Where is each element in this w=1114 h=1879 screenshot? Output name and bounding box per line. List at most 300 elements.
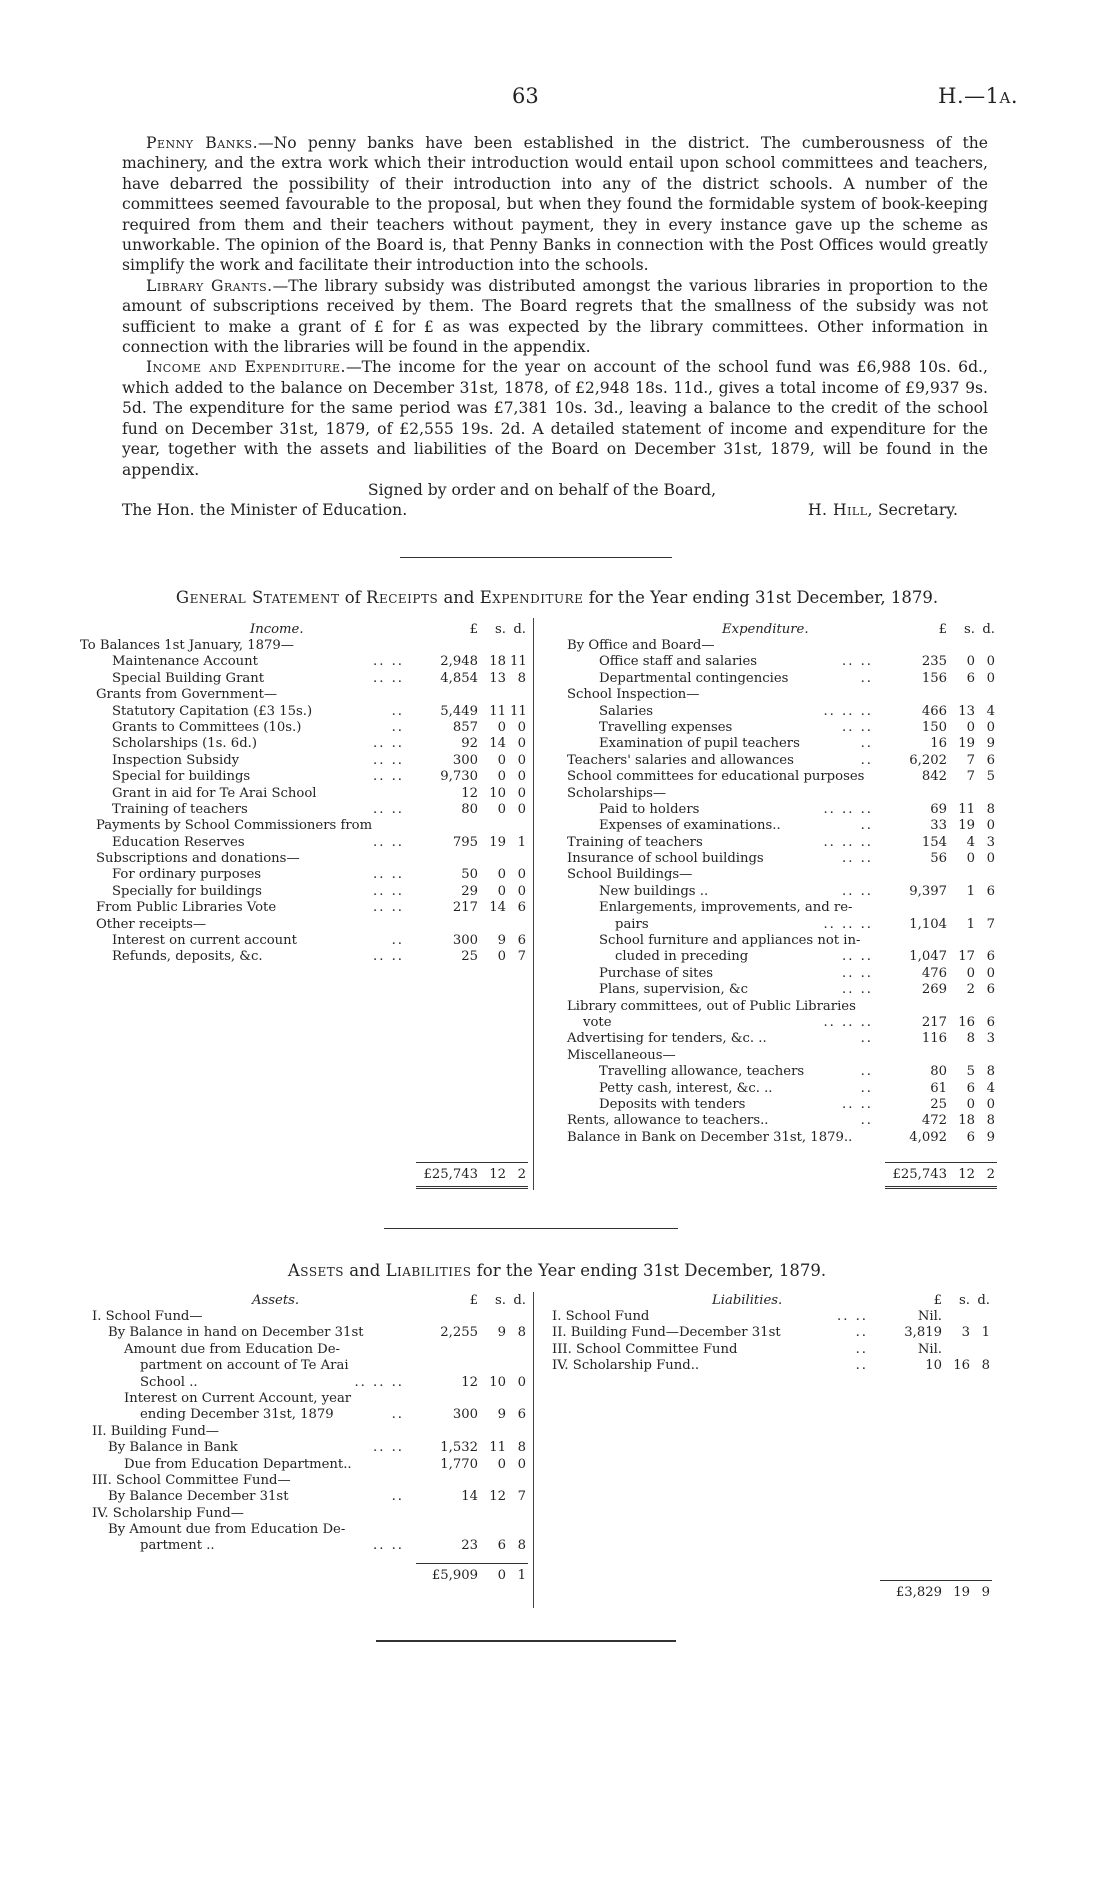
amount-pounds: 2,255 [440,1325,478,1341]
amount-shillings: 10 [489,1374,506,1390]
amount-pence: 0 [517,801,526,817]
leader-dots: .. .. .. [823,801,873,817]
table-row [80,851,528,867]
leader-dots: .. .. .. [823,834,873,850]
leader-dots: .. [855,1358,868,1374]
row-label: Other receipts— [96,916,207,932]
leader-dots: .. .. .. [823,703,873,719]
amount-pence: 0 [517,769,526,785]
row-label: Insurance of school buildings [567,851,764,867]
table-row [567,769,997,785]
income-rows [80,638,528,966]
expenditure-total-pounds: £25,743 [892,1167,947,1182]
row-label: IV. Scholarship Fund— [92,1505,244,1521]
shillings-header: s. [495,1293,506,1308]
table-row [80,720,528,736]
table-row [552,1358,992,1374]
leader-dots: .. .. .. [823,916,873,932]
assets-total-rule [416,1563,528,1564]
income-total-shillings: 12 [489,1167,506,1182]
shillings-header: s. [495,622,506,637]
assets-total [416,1568,528,1584]
amount-shillings: 0 [497,883,506,899]
amount-pounds: 217 [452,900,478,916]
amount-pounds: 80 [930,1064,947,1080]
signature-row [122,500,988,522]
amount-shillings: 3 [961,1325,970,1341]
amount-shillings: 0 [966,851,975,867]
row-label: By Balance in Bank [108,1440,238,1456]
leader-dots: .. .. [842,883,873,899]
amount-shillings: 0 [966,719,975,735]
paragraph-body: —No penny banks have been established in the district. The cumberousness of the machinery, and the extra work which their introduction would entail upon school committees and teachers, have debarred the possibility of their introduction into any of the district schools. A number of the committees seemed favourable to the proposal, but when they found the formidable system of book-keeping required from them and their teachers without payment, they in every instance gave up the scheme as unworkable. The opinion of the Board is, that Penny Banks in connection with the Post Offices would greatly simplify the work and facilitate their introduction into the schools. [122,134,988,275]
row-label: For ordinary purposes [112,867,262,883]
table-row [80,835,528,851]
table-row [567,917,997,933]
amount-pence: 0 [517,867,526,883]
document-reference: H.—1a. [938,84,1018,108]
table-row [552,1342,992,1358]
leader-dots: .. .. [842,982,873,998]
amount-pence: 4 [986,1080,995,1096]
amount-pence: 0 [517,736,526,752]
leader-dots: .. .. [373,834,404,850]
amount-shillings: 16 [958,1014,975,1030]
row-label: School .. [140,1374,198,1390]
amount-pounds: 857 [452,719,478,735]
table-row [92,1457,528,1473]
table-row [92,1375,528,1391]
row-label: Interest on Current Account, year [124,1390,352,1406]
amount-pence: 8 [986,1113,995,1129]
table-row [80,802,528,818]
table-row [567,949,997,965]
amount-pounds: 56 [930,851,947,867]
assets-total-pence: 1 [517,1567,526,1583]
row-label: Deposits with tenders [599,1096,746,1112]
table-row [567,736,997,752]
table-row [567,753,997,769]
amount-pence: 6 [986,982,995,998]
table-row [92,1473,528,1489]
addressee: The Hon. the Minister of Education. [122,501,408,520]
amount-pence: 3 [986,834,995,850]
paragraph-body: —The income for the year on account of the school fund was £6,988 10s. 6d., which added to the balance on December 31st, 1878, of £2,948 18s. 11d., gives a total income of £9,937 9s. 5d. The expenditure for the same period was £7,381 10s. 3d., leaving a balance to the credit of the school fund on December 31st, 1879, of £2,555 19s. 2d. A detailed statement of income and expenditure for the year, together with the assets and liabilities of the Board on December 31st, 1879, will be found in the appendix. [122,358,988,479]
leader-dots: .. .. [842,1096,873,1112]
amount-pounds: 23 [461,1538,478,1554]
row-label: Purchase of sites [599,965,714,981]
income-heading: Income. [250,622,304,637]
shillings-header: s. [964,622,975,637]
paragraph-heading: Penny Banks. [146,134,259,152]
row-label: Rents, allowance to teachers.. [567,1113,769,1129]
table-row [567,966,997,982]
amount-shillings: 0 [966,654,975,670]
amount-pence: 7 [517,1489,526,1505]
income-total-pounds: £25,743 [423,1167,478,1182]
leader-dots: .. [391,719,404,735]
assets-column [92,1292,528,1584]
row-label: cluded in preceding [615,949,749,965]
closing-rule [376,1640,676,1642]
table-row [567,671,997,687]
table-row [80,654,528,670]
amount-pounds: 33 [930,818,947,834]
amount-pounds: 476 [921,965,947,981]
amount-pence: 7 [517,949,526,965]
table-row [80,786,528,802]
row-label: School Buildings— [567,867,693,883]
row-label: School furniture and appliances not in- [599,933,861,949]
amount-pounds: 1,047 [909,949,947,965]
amount-pounds: 25 [461,949,478,965]
amount-pence: 6 [517,1407,526,1423]
row-label: From Public Libraries Vote [96,900,277,916]
amount-pounds: 14 [461,1489,478,1505]
expenditure-heading: Expenditure. [722,622,809,637]
row-label: Special Building Grant [112,670,265,686]
amount-shillings: 14 [489,736,506,752]
table-row [80,687,528,703]
leader-dots: .. .. [373,949,404,965]
amount-shillings: 6 [966,1080,975,1096]
leader-dots: .. .. [842,654,873,670]
row-label: Travelling allowance, teachers [599,1064,805,1080]
table-row [80,769,528,785]
table-row [80,884,528,900]
table-row [92,1358,528,1374]
table-row [92,1309,528,1325]
row-label: partment .. [140,1538,215,1554]
amount-pence: 6 [517,933,526,949]
amount-shillings: 18 [489,654,506,670]
row-label: Grants to Committees (10s.) [112,719,302,735]
assets-total-pounds: £5,909 [431,1567,478,1583]
leader-dots: .. .. [373,654,404,670]
leader-dots: .. .. [373,736,404,752]
amount-pence: 11 [510,703,527,719]
leader-dots: .. .. [373,1440,404,1456]
table-row [80,867,528,883]
amount-shillings: 0 [966,1096,975,1112]
amount-shillings: 0 [966,965,975,981]
leader-dots: .. [860,670,873,686]
amount-pounds: 9,730 [440,769,478,785]
table-row [567,704,997,720]
expenditure-total-pence: 2 [986,1167,995,1182]
table-row [567,1081,997,1097]
amount-pence: 6 [986,752,995,768]
row-label: Enlargements, improvements, and re- [599,900,853,916]
income-column-header [80,621,528,638]
amount-pounds: 29 [461,883,478,899]
row-label: Departmental contingencies [599,670,789,686]
amount-pence: 0 [517,1456,526,1472]
row-label: Plans, supervision, &c [599,982,749,998]
amount-pence: 6 [986,883,995,899]
leader-dots: .. [391,1407,404,1423]
table-row [567,933,997,949]
amount-shillings: 0 [497,752,506,768]
pence-header: d. [513,622,526,637]
table-row [567,1031,997,1047]
pounds-header: £ [469,1293,478,1308]
amount-pence: 7 [986,916,995,932]
leader-dots: .. [860,1080,873,1096]
row-label: Specially for buildings [112,883,262,899]
row-label: Travelling expenses [599,719,733,735]
row-label: Statutory Capitation (£3 15s.) [112,703,313,719]
liabilities-total [880,1585,992,1601]
row-label: Teachers' salaries and allowances [567,752,794,768]
signer-title: Secretary. [877,501,958,520]
income-total-pence: 2 [517,1167,526,1182]
asset-rows [92,1309,528,1555]
table-row [567,1097,997,1113]
paragraph-heading: Library Grants. [146,276,273,295]
row-label: pairs [615,916,649,932]
amount-pounds: 1,770 [440,1456,478,1472]
amount-pence: 0 [986,654,995,670]
amount-shillings: 6 [966,1129,975,1145]
amount-pounds: 466 [921,703,947,719]
table-row [92,1489,528,1505]
table-row [80,933,528,949]
income-double-rule [416,1186,528,1189]
table-row [567,851,997,867]
pounds-header: £ [938,622,947,637]
amount-shillings: 11 [489,1440,506,1456]
amount-shillings: 0 [497,801,506,817]
amount-pounds: 16 [930,736,947,752]
leader-dots: .. .. [373,867,404,883]
leader-dots: .. [860,752,873,768]
liabilities-heading: Liabilities. [712,1293,783,1308]
table-row [567,1015,997,1031]
table-row [92,1440,528,1456]
leader-dots: .. .. [373,883,404,899]
table-row [567,1064,997,1080]
table-row [567,884,997,900]
amount-pence: 0 [986,851,995,867]
amount-shillings: 11 [958,801,975,817]
signature-line: Signed by order and on behalf of the Board, [367,480,717,499]
table-row [92,1407,528,1423]
paragraph-heading: Income and Expenditure. [146,358,346,377]
leader-dots: .. .. [842,851,873,867]
leader-dots: .. [860,736,873,752]
amount-shillings: 0 [497,719,506,735]
row-label: Scholarships (1s. 6d.) [112,736,257,752]
row-label: Advertising for tenders, &c. .. [567,1031,767,1047]
table-row [552,1309,992,1325]
leader-dots: .. [860,1113,873,1129]
table-row [80,917,528,933]
amount-pence: 8 [517,1325,526,1341]
row-label: By Amount due from Education De- [108,1522,346,1538]
amount-pence: 0 [517,719,526,735]
amount-pence: 0 [517,785,526,801]
table-row [567,654,997,670]
expenditure-total-shillings: 12 [958,1167,975,1182]
row-label: New buildings .. [599,883,709,899]
row-label: Paid to holders [599,801,700,817]
assets-total-shillings: 0 [497,1567,506,1583]
leader-dots: .. .. [373,670,404,686]
amount-pence: 4 [986,703,995,719]
amount-shillings: 0 [497,949,506,965]
row-label: Subscriptions and donations— [96,851,300,867]
amount-pounds: 1,104 [909,916,947,932]
table-row [92,1325,528,1341]
table-row [92,1506,528,1522]
pence-header: d. [982,622,995,637]
separator-rule [384,1228,678,1229]
amount-pounds: 3,819 [904,1325,942,1341]
shillings-header: s. [959,1293,970,1308]
amount-shillings: 6 [966,670,975,686]
page-number: 63 [512,84,539,108]
row-label: ending December 31st, 1879 [140,1407,334,1423]
amount-shillings: 0 [497,867,506,883]
amount-pounds: 269 [921,982,947,998]
leader-dots: .. [855,1325,868,1341]
table-row [92,1424,528,1440]
row-label: I. School Fund— [92,1309,203,1324]
row-label: III. School Committee Fund [552,1341,738,1357]
amount-pounds: Nil. [917,1309,942,1324]
table-row [567,1113,997,1129]
amount-shillings: 18 [958,1113,975,1129]
pence-header: d. [977,1293,990,1308]
table-divider [533,1292,534,1608]
table-row [567,638,997,654]
row-label: Education Reserves [112,834,245,850]
liabilities-total-pounds: £3,829 [895,1585,942,1600]
income-total-block [80,1162,528,1189]
table-row [80,818,528,834]
leader-dots: .. .. [373,801,404,817]
table-row [92,1342,528,1358]
amount-shillings: 7 [966,769,975,785]
amount-pence: 8 [517,1538,526,1554]
amount-shillings: 19 [489,834,506,850]
amount-shillings: 17 [958,949,975,965]
amount-pounds: 300 [452,933,478,949]
amount-pounds: 217 [921,1014,947,1030]
table-row [80,704,528,720]
table-row [80,671,528,687]
amount-shillings: 9 [497,1325,506,1341]
table-row [92,1538,528,1554]
row-label: Miscellaneous— [567,1047,676,1063]
leader-dots: .. .. [842,719,873,735]
expenditure-column [567,621,997,1146]
amount-shillings: 7 [966,752,975,768]
amount-pounds: 9,397 [909,883,947,899]
amount-pence: 8 [981,1358,990,1374]
paragraph-penny-banks [122,133,988,276]
table-row [80,900,528,916]
row-label: Scholarships— [567,785,667,801]
leader-dots: .. .. .. [354,1374,404,1390]
report-text [122,133,988,522]
row-label: Payments by School Commissioners from [96,818,373,834]
row-label: Grants from Government— [96,687,278,703]
leader-dots: .. [391,933,404,949]
row-label: Maintenance Account [112,654,258,670]
amount-pounds: 50 [461,867,478,883]
row-label: vote [583,1014,612,1030]
assets-heading: Assets. [252,1293,300,1308]
amount-shillings: 13 [958,703,975,719]
expenditure-total-block [567,1162,997,1189]
liabilities-column-header [552,1292,992,1309]
amount-pence: 0 [517,752,526,768]
leader-dots: .. .. [373,1538,404,1554]
amount-pounds: 4,854 [440,670,478,686]
amount-pounds: 235 [921,654,947,670]
leader-dots: .. .. [837,1309,868,1324]
amount-shillings: 14 [489,900,506,916]
row-label: Library committees, out of Public Libraries [567,998,856,1014]
table-row [80,949,528,965]
paragraph-body: —The library subsidy was distributed amongst the various libraries in proportion to the amount of subscriptions received by them. The Board regrets that the smallness of the subsidy was not sufficient to make a grant of £ for £ as was expected by the library committees. Other information in connection with the libraries will be found in the appendix. [122,276,988,357]
amount-pounds: Nil. [917,1341,942,1357]
amount-pence: 0 [986,1096,995,1112]
row-label: I. School Fund [552,1309,650,1324]
assets-liabilities-title: Assets and Liabilities for the Year ending 31st December, 1879. [287,1261,827,1280]
amount-shillings: 1 [966,883,975,899]
amount-pence: 8 [986,801,995,817]
income-total [416,1167,528,1183]
amount-pence: 3 [986,1031,995,1047]
row-label: Examination of pupil teachers [599,736,800,752]
amount-pence: 9 [986,1129,995,1145]
amount-pounds: 92 [461,736,478,752]
amount-shillings: 19 [958,736,975,752]
amount-pounds: 25 [930,1096,947,1112]
leader-dots: .. .. [373,900,404,916]
assets-column-header [92,1292,528,1309]
signer [808,500,958,520]
amount-pence: 1 [981,1325,990,1341]
amount-shillings: 10 [489,785,506,801]
amount-shillings: 6 [497,1538,506,1554]
amount-pence: 0 [517,1374,526,1390]
liabilities-total-pence: 9 [981,1585,990,1600]
amount-pence: 6 [986,949,995,965]
amount-pounds: 61 [930,1080,947,1096]
pounds-header: £ [469,622,478,637]
expenditure-column-header [567,621,997,638]
signer-name: H. Hill, [807,501,873,520]
amount-shillings: 0 [497,769,506,785]
row-label: Petty cash, interest, &c. .. [599,1080,773,1096]
table-row [80,736,528,752]
amount-pounds: 300 [452,752,478,768]
leader-dots: .. [860,818,873,834]
amount-pence: 6 [986,1014,995,1030]
leader-dots: .. .. [842,965,873,981]
row-label: Interest on current account [112,933,297,949]
row-label: Amount due from Education De- [124,1341,340,1357]
leader-dots: .. .. [373,769,404,785]
row-label: Special for buildings [112,769,251,785]
leader-dots: .. [855,1341,868,1357]
income-column [80,621,528,966]
amount-shillings: 2 [966,982,975,998]
